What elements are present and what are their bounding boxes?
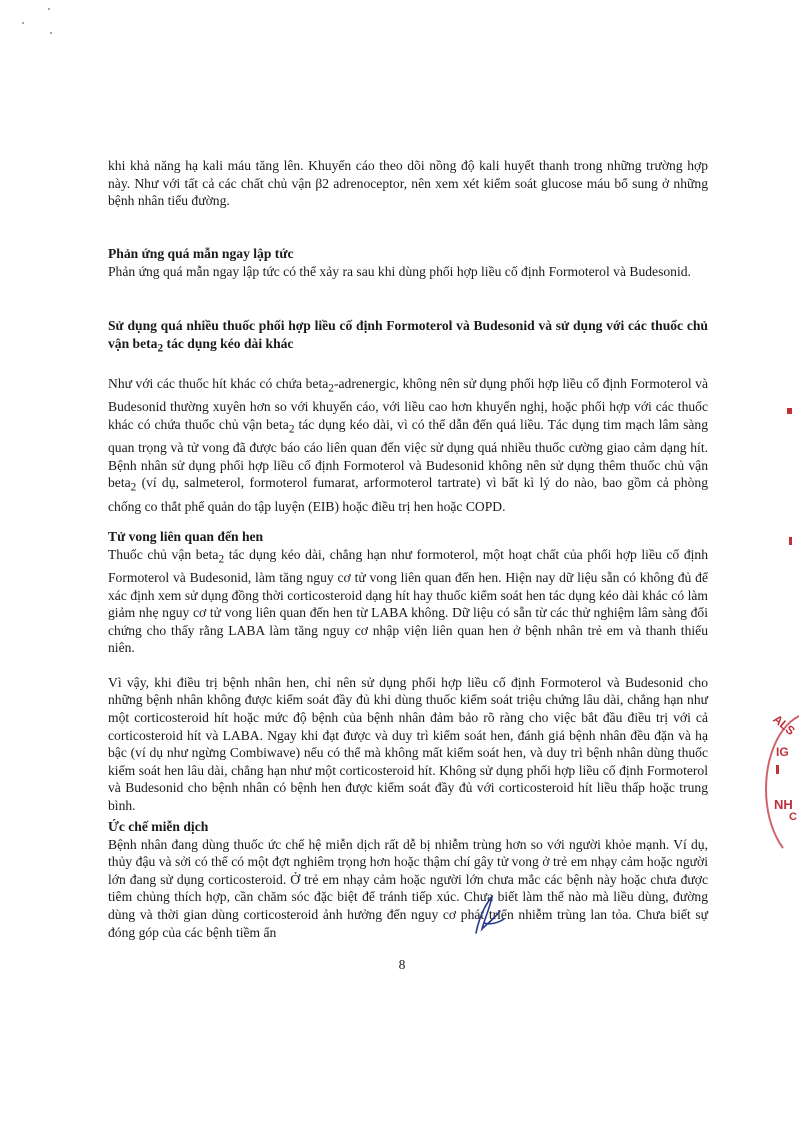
section-body: Như với các thuốc hít khác có chứa beta$_2$-adrenergic, không nên sử dụng phối hợp liều cố định Formoterol và Budesonid thường xuyên hơn so với khuyến cáo, với liều cao hơn khuyến nghị, hoặc phối hợp với các thuốc khác có chứa thuốc chủ vận beta$_2$ tác dụng kéo dài, vì có thể dẫn đến quá liều. Tác dụng tim mạch lâm sàng quan trọng và tử vong đã được báo cáo liên quan đến việc sử dụng quá nhiều thuốc cường giao cảm dạng hít. Bệnh nhân sử dụng phối hợp liều cố định Formoterol và Budesonid không nên sử dụng thêm thuốc chủ vận beta$_2$ (ví dụ, salmeterol, formoterol fumarat, arformoterol tartrate) vì bất kì lý do nào, bao gồm cả phòng chống co thắt phế quản do tập luyện (EIB) hoặc điều trị hen hoặc COPD. (108, 375, 709, 514)
section-asthma-death (108, 528, 708, 815)
stamp-speck (787, 408, 792, 414)
stamp-text: NH (774, 797, 793, 812)
stamp-text: IG (776, 745, 789, 759)
section-body: Bệnh nhân đang dùng thuốc ức chế hệ miễn dịch rất dễ bị nhiễm trùng hơn so với người khỏe mạnh. Ví dụ, thủy đậu và sởi có thể có một đợt nghiêm trọng hơn hoặc thậm chí gây tử vong ở trẻ em nhạy cảm hoặc người lớn đang sử dụng corticosteroid. Ở trẻ em nhạy cảm hoặc người lớn chưa mắc các bệnh này hoặc chưa được tiêm chủng thích hợp, cần chăm sóc đặc biệt để tránh tiếp xúc. Chưa biết làm thế nào mà liều dùng, đường dùng và thời gian dùng corticosteroid ảnh hưởng đến nguy cơ phát triển nhiễm trùng lan tỏa. Chưa biết sự đóng góp của các bệnh tiềm ẩn (108, 836, 708, 940)
stamp-speck (789, 537, 792, 545)
stamp-text: C (789, 811, 797, 823)
intro-text: khi khả năng hạ kali máu tăng lên. Khuyến cáo theo dõi nồng độ kali huyết thanh trong những trường hợp này. Như với tất cả các chất chủ vận β2 adrenoceptor, nên xem xét kiểm soát glucose máu bổ sung ở những bệnh nhân tiểu đường. (108, 158, 708, 209)
section-body: Phản ứng quá mẫn ngay lập tức có thể xảy ra sau khi dùng phối hợp liều cố định Formoterol và Budesonid. (108, 263, 691, 279)
stamp-speck (776, 765, 779, 774)
section-overuse (108, 317, 708, 515)
section-heading: Ức chế miễn dịch (108, 819, 209, 834)
intro-paragraph (108, 157, 708, 210)
page-number: 8 (398, 957, 406, 972)
scan-speck (50, 32, 52, 34)
section-body-paragraph-2: Vì vậy, khi điều trị bệnh nhân hen, chỉ nên sử dụng phối hợp liều cố định Formoterol và Budesonid cho những bệnh nhân không được kiểm soát đầy đủ khi dùng thuốc kiểm soát triệu chứng lâu dài, chẳng hạn như một corticosteroid hít hoặc mức độ bệnh của bệnh nhân đảm bảo rõ ràng cho việc bắt đầu điều trị với cả corticosteroid hít và LABA. Ngay khi đạt được và duy trì kiểm soát hen, đánh giá bệnh nhân đều đặn và hạ bậc (ví dụ như ngừng Combiwave) nếu có thể mà không mất kiểm soát hen, và duy trì bệnh nhân dùng thuốc kiểm soát hen lâu dài, chẳng hạn như một corticosteroid hít. Không sử dụng phối hợp liều cố định Formoterol và Budesonid cho bệnh nhân có bệnh hen được kiểm soát đầy đủ với corticosteroid hít liều thấp hoặc trung bình. (108, 674, 708, 814)
stamp-text: ALS (770, 711, 798, 739)
section-hypersensitivity (108, 245, 708, 280)
section-heading: Phản ứng quá mẫn ngay lập tức (108, 246, 294, 261)
stamp-outline (765, 712, 799, 866)
section-body: Thuốc chủ vận beta$_2$ tác dụng kéo dài, chẳng hạn như formoterol, một hoạt chất của phối hợp liều cố định Formoterol và Budesonid, làm tăng nguy cơ tử vong liên quan đến hen. Hiện nay dữ liệu sẵn có không đủ để xác định xem sử dụng đồng thời corticosteroid dạng hít hay thuốc kiểm soát hen tác dụng kéo dài khác có làm giảm nhẹ nguy cơ tử vong liên quan đến hen từ LABA không. Dữ liệu có sẵn từ các thử nghiệm lâm sàng đối chứng cho thấy rằng LABA làm tăng nguy cơ nhập viện liên quan hen ở bệnh nhân trẻ em và thanh thiếu niên. (108, 546, 708, 656)
scan-speck (22, 22, 24, 24)
scan-speck (48, 8, 50, 10)
section-heading: Tử vong liên quan đến hen (108, 529, 264, 544)
section-immunosuppression (108, 818, 708, 941)
section-heading: Sử dụng quá nhiều thuốc phối hợp liều cố định Formoterol và Budesonid và sử dụng với các thuốc chủ vận beta$_2$ tác dụng kéo dài khác (108, 318, 708, 355)
signature-mark (470, 893, 510, 943)
